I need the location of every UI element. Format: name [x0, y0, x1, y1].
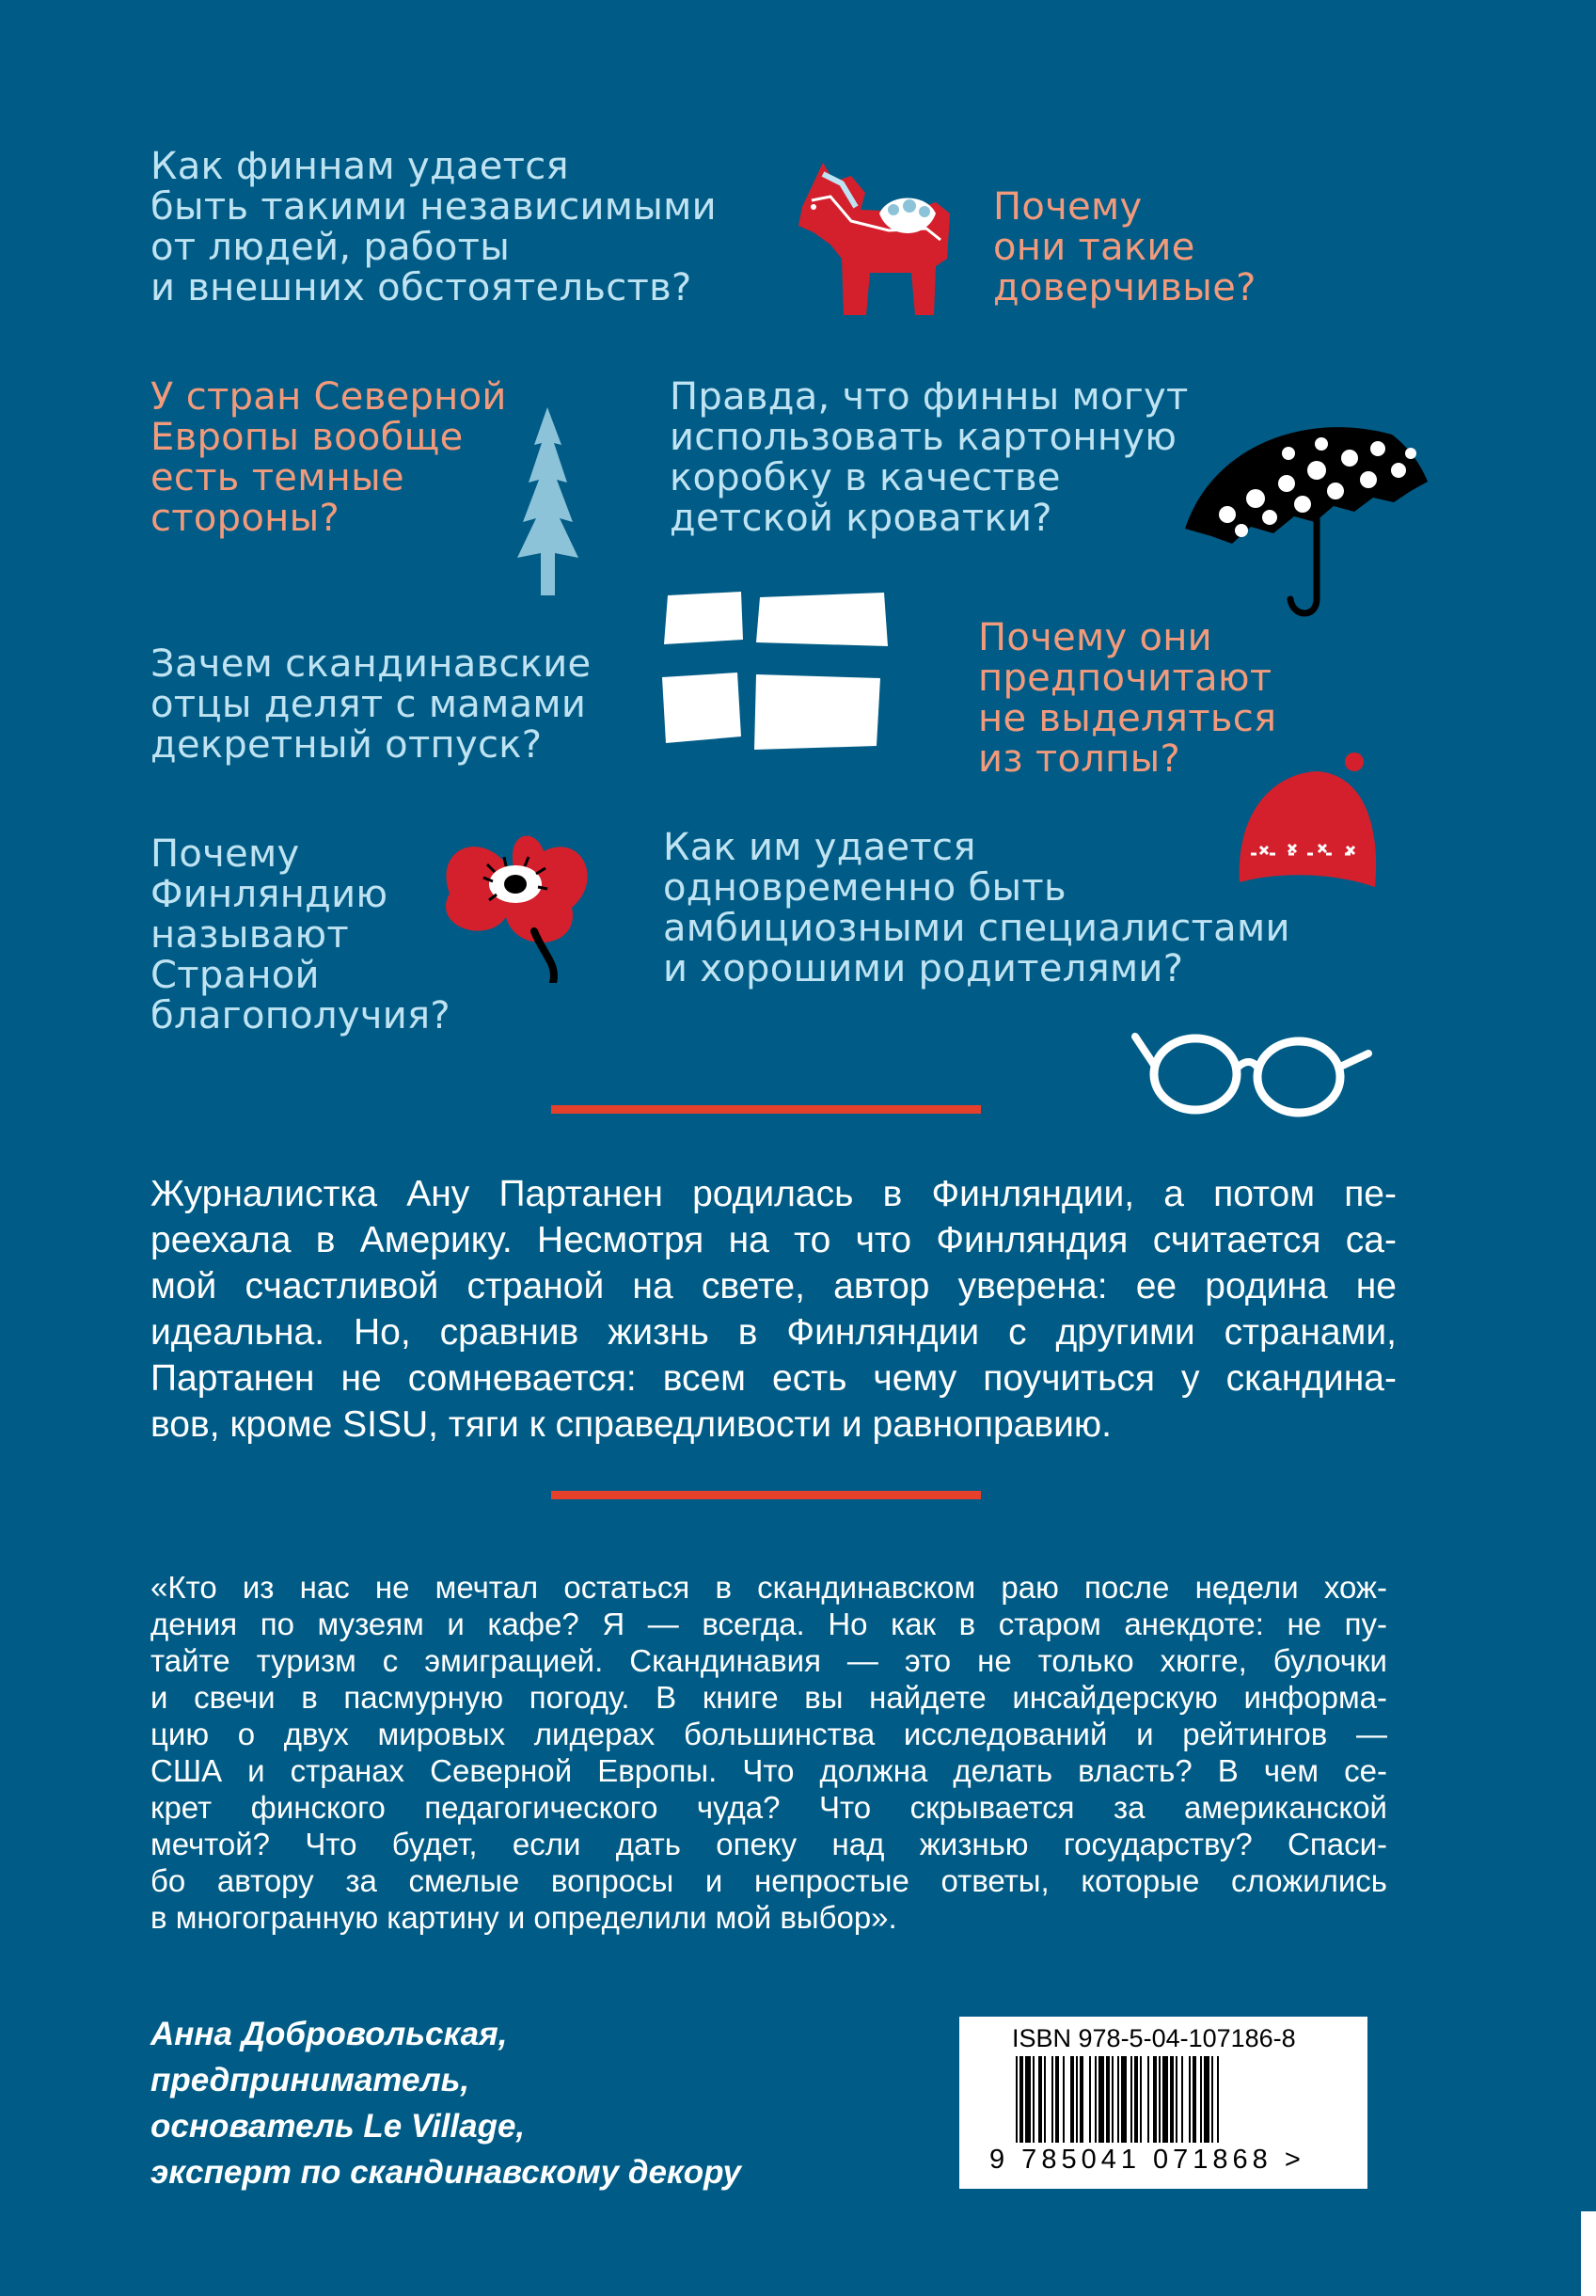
divider-bottom — [551, 1491, 981, 1499]
knit-hat-icon — [1232, 751, 1383, 896]
dala-horse-icon — [785, 155, 969, 325]
author-bio: Журналистка Ану Партанен родилась в Финляндии, а потом пе- реехала в Америку. Несмотря на то что Финляндия считается са- мой счастливой страной на свете, автор уверена: ее родина не идеальна. Но, сравнив жизнь в Финляндии с другими странами, Партанен не сомневается: всем есть чему поучиться у скандина- вов, кроме SISU, тяги к справедливости и равноправию. — [150, 1174, 1397, 1445]
barcode-stripe — [1025, 2056, 1031, 2143]
barcode-stripe — [1121, 2056, 1127, 2143]
barcode-stripe — [1033, 2056, 1035, 2143]
barcode-stripe — [1106, 2056, 1110, 2143]
barcode-stripe — [1080, 2056, 1083, 2143]
question-dark-sides: У стран Северной Европы вообще есть темные стороны? — [150, 375, 507, 540]
finnish-flag-icon — [658, 588, 893, 762]
barcode-stripe — [1044, 2056, 1046, 2143]
barcode-stripe — [1162, 2056, 1168, 2143]
spruce-tree-icon — [513, 407, 583, 595]
barcode-stripe — [1070, 2056, 1074, 2143]
barcode-stripe — [1193, 2056, 1196, 2143]
barcode-stripe — [1019, 2056, 1023, 2143]
barcode-stripe — [1181, 2056, 1183, 2143]
isbn-barcode — [959, 2017, 1367, 2189]
barcode-stripe — [1076, 2056, 1078, 2143]
barcode-stripe — [1140, 2056, 1142, 2143]
poppy-flower-icon — [440, 814, 605, 983]
question-parental-leave: Зачем скандинавские отцы делят с мамами декретный отпуск? — [150, 642, 592, 767]
glasses-icon — [1131, 1016, 1376, 1119]
barcode-stripe — [1189, 2056, 1191, 2143]
question-cardboard-box: Правда, что финны могут использовать картонную коробку в качестве детской кроватки? — [670, 375, 1189, 540]
question-career-parents: Как им удается одновременно быть амбициозными специалистами и хорошими родителями? — [663, 826, 1290, 990]
barcode-stripe — [1134, 2056, 1138, 2143]
barcode-stripe — [1095, 2056, 1097, 2143]
barcode-stripe — [1130, 2056, 1132, 2143]
page-edge — [1581, 2211, 1596, 2296]
review-quote: «Кто из нас не мечтал остаться в скандинавском раю после недели хож- дения по музеям и кафе? Я — всегда. Но как в старом анекдоте: не пу- тайте туризм с эмиграцией. Скандинавия — это не только хюгге, булочки и свечи в пасмурную погоду. В книге вы найдете инсайдерскую информа- цию о двух мировых лидерах большинства исследований и рейтингов — США и странах Северной Европы. Что должна делать власть? В чем се- крет финского педагогического чуда? Что скрывается за американской мечтой? Что будет, если дать опеку над жизнью государству? Спаси- бо автору за смелые вопросы и непростые ответы, которые сложились в многогранную картину и определили мой выбор». — [150, 1570, 1387, 1935]
barcode-bars — [1016, 2056, 1307, 2146]
umbrella-icon — [1176, 406, 1439, 627]
barcode-stripe — [1211, 2056, 1213, 2143]
barcode-stripe — [1176, 2056, 1177, 2143]
barcode-stripe — [1153, 2056, 1157, 2143]
question-independence: Как финнам удается быть такими независимыми от людей, работы и внешних обстоятельств? — [150, 145, 717, 309]
barcode-stripe — [1112, 2056, 1114, 2143]
ean-digits: 9 785041 071868 > — [989, 2145, 1305, 2175]
barcode-stripe — [1051, 2056, 1053, 2143]
barcode-stripe — [1063, 2056, 1065, 2143]
question-wellbeing: Почему Финляндию называют Страной благополучия? — [150, 832, 450, 1037]
barcode-stripe — [1159, 2056, 1161, 2143]
question-trusting: Почему они такие доверчивые? — [993, 185, 1256, 309]
divider-top — [551, 1105, 981, 1114]
barcode-stripe — [1055, 2056, 1059, 2143]
barcode-stripe — [1098, 2056, 1104, 2143]
question-crowd: Почему они предпочитают не выделяться из толпы? — [978, 616, 1277, 781]
barcode-stripe — [1204, 2056, 1209, 2143]
barcode-stripe — [1117, 2056, 1119, 2143]
barcode-stripe — [1016, 2056, 1018, 2143]
barcode-stripe — [1147, 2056, 1149, 2143]
barcode-stripe — [1089, 2056, 1091, 2143]
quote-attribution: Анна Добровольская, предприниматель, основатель Le Village, эксперт по скандинавскому декору — [150, 2016, 742, 2191]
isbn-label: ISBN 978-5-04-107186-8 — [1012, 2024, 1296, 2052]
barcode-stripe — [1217, 2056, 1219, 2143]
barcode-stripe — [1200, 2056, 1202, 2143]
barcode-stripe — [1038, 2056, 1042, 2143]
barcode-stripe — [1170, 2056, 1174, 2143]
